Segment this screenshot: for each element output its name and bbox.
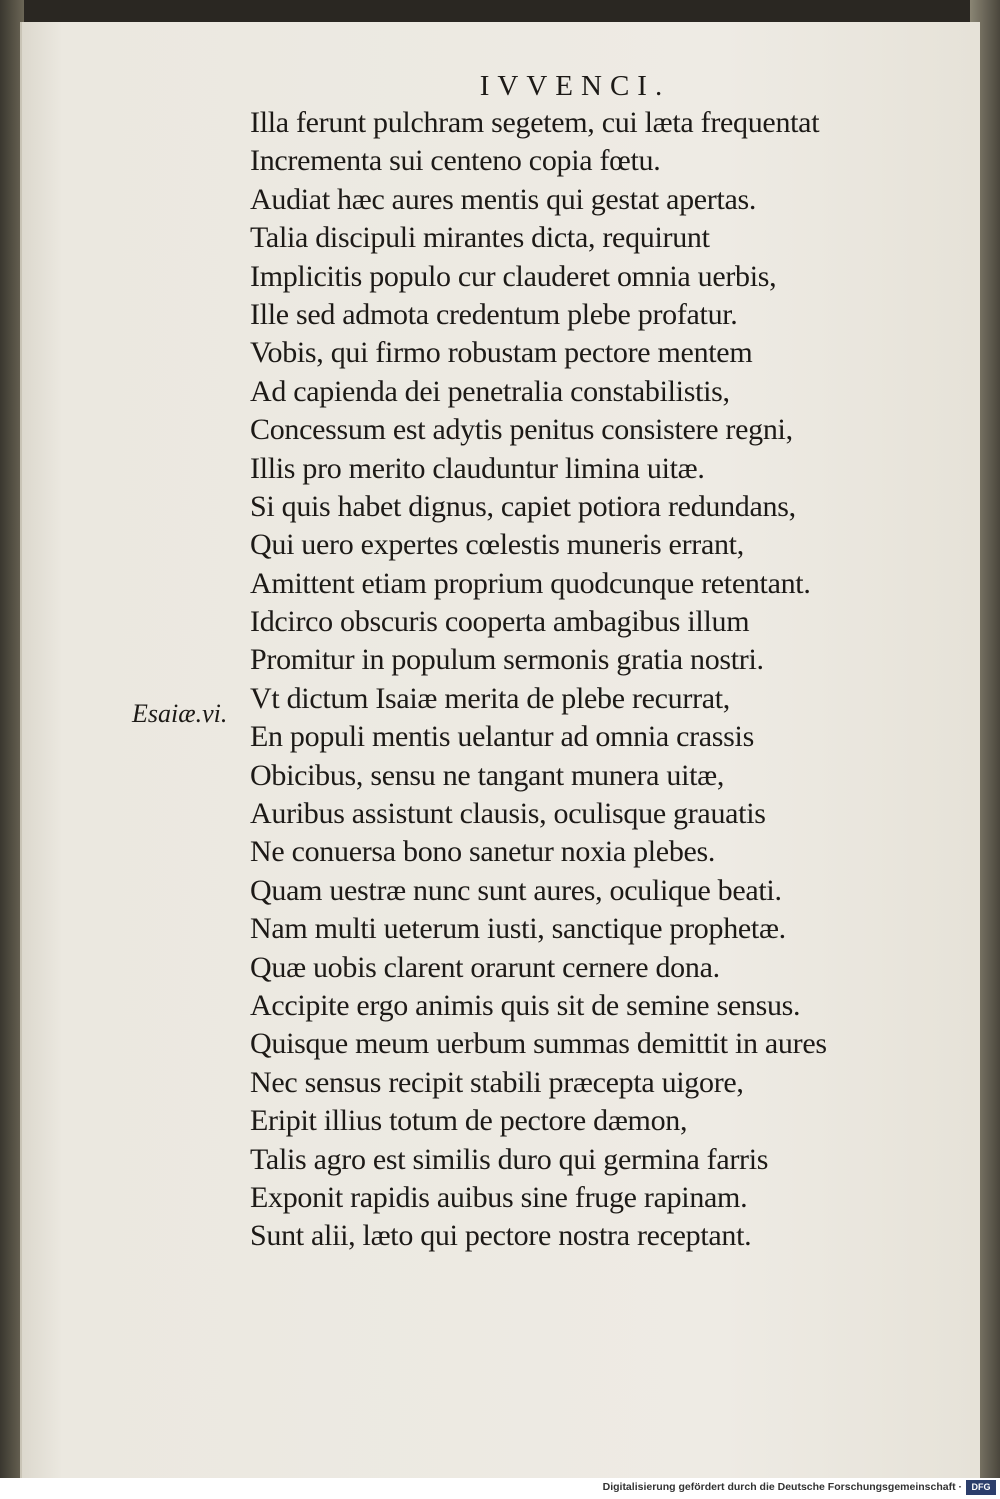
verse-line: Vt dictum Isaiæ merita de plebe recurrat, [250, 681, 731, 715]
verse-line: Auribus assistunt clausis, oculisque grauatis [250, 797, 766, 831]
verse-line: Quæ uobis clarent orarunt cernere dona. [250, 950, 720, 984]
verse-list [250, 104, 950, 1256]
facing-page-edge [956, 172, 980, 1352]
verse-line: Eripit illius totum de pectore dæmon, [250, 1104, 688, 1138]
verse-line: Incrementa sui centeno copia fœtu. [250, 144, 661, 178]
verse-line: Promitur in populum sermonis gratia nostri. [250, 643, 764, 677]
verse-line: Exponit rapidis auibus sine fruge rapinam. [250, 1180, 748, 1214]
verse-line: Qui uero expertes cœlestis muneris errant, [250, 528, 744, 562]
verse-line: Audiat hæc aures mentis qui gestat apertas. [250, 182, 757, 216]
verse-line: Accipite ergo animis quis sit de semine sensus. [250, 988, 801, 1022]
verse-line: Nec sensus recipit stabili præcepta uigore, [250, 1065, 744, 1099]
digitization-credit: Digitalisierung gefördert durch die Deutsche Forschungsgemeinschaft · [602, 1481, 962, 1493]
verse-line: Concessum est adytis penitus consistere regni, [250, 413, 793, 447]
verse-line: Talia discipuli mirantes dicta, requirunt [250, 221, 710, 255]
verse-line: Ille sed admota credentum plebe profatur. [250, 297, 738, 331]
footer-bar [0, 1478, 1000, 1499]
verse-line: Quam uestræ nunc sunt aures, oculique beati. [250, 873, 782, 907]
verse-line: Si quis habet dignus, capiet potiora redundans, [250, 489, 796, 523]
verse-line: Sunt alii, læto qui pectore nostra receptant. [250, 1219, 752, 1253]
verse-line: Talis agro est similis duro qui germina farris [250, 1142, 769, 1176]
verse-line: Ne conuersa bono sanetur noxia plebes. [250, 835, 716, 869]
verse-line: Nam multi ueterum iusti, sanctique prophetæ. [250, 912, 786, 946]
dfg-logo: DFG [966, 1480, 996, 1495]
verse-line: Amittent etiam proprium quodcunque retentant. [250, 566, 811, 600]
running-head: IVVENCI. [479, 70, 671, 102]
verse-line: Idcirco obscuris cooperta ambagibus illum [250, 605, 750, 639]
verse-line: En populi mentis uelantur ad omnia crassis [250, 720, 754, 754]
scan-top-edge [0, 0, 1000, 22]
margin-note: Esaiæ.vi. [132, 699, 228, 728]
verse-line: Implicitis populo cur clauderet omnia uerbis, [250, 259, 777, 293]
verse-line: Illis pro merito clauduntur limina uitæ. [250, 451, 705, 485]
verse-line: Quisque meum uerbum summas demittit in aures [250, 1027, 827, 1061]
verse-line: Vobis, qui firmo robustam pectore mentem [250, 336, 753, 370]
verse-line: Ad capienda dei penetralia constabilistis, [250, 374, 730, 408]
verse-line: Illa ferunt pulchram segetem, cui læta frequentat [250, 106, 820, 139]
verse-line: Obicibus, sensu ne tangant munera uitæ, [250, 758, 725, 792]
